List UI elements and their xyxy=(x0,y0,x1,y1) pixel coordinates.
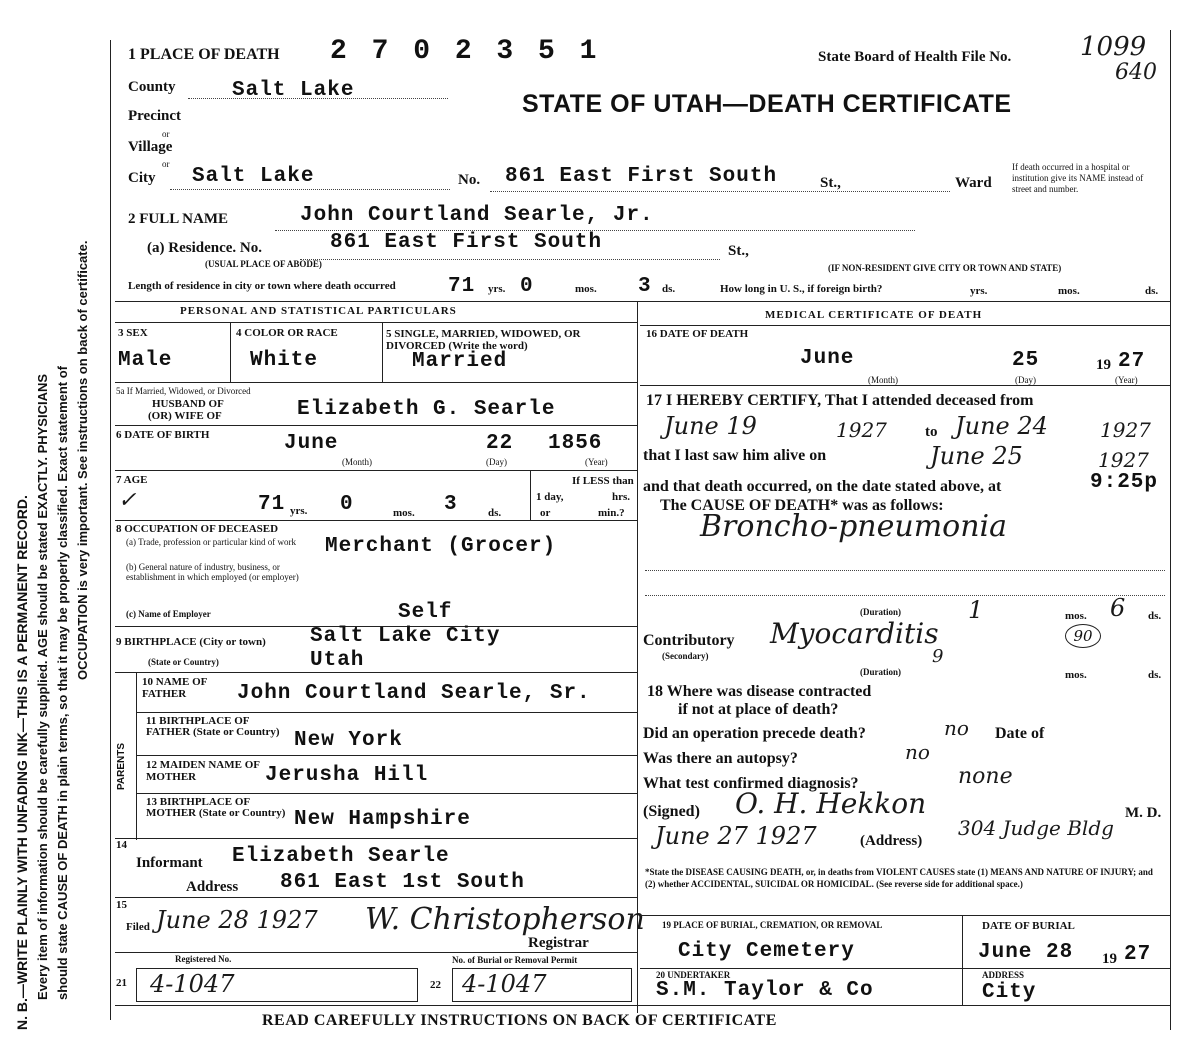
signed-date: June 27 1927 xyxy=(655,822,817,850)
age-yrs-label: yrs. xyxy=(290,505,308,517)
row-line-9 xyxy=(136,793,637,794)
informant-number: 14 xyxy=(116,839,127,851)
street-line xyxy=(490,191,950,192)
us-mos-label: mos. xyxy=(1058,285,1080,297)
father-birthplace: New York xyxy=(294,729,403,752)
burial-date-label: DATE OF BURIAL xyxy=(982,920,1075,932)
row-line-4 xyxy=(115,520,637,521)
dob-day: 22 xyxy=(486,432,514,455)
operation-value: no xyxy=(944,716,969,740)
row-line-1 xyxy=(115,382,637,383)
employer-label: (c) Name of Employer xyxy=(126,609,211,619)
birthplace-state: Utah xyxy=(310,649,365,672)
autopsy-value: no xyxy=(905,740,930,764)
row-line-7 xyxy=(136,712,637,713)
occupation-value: Merchant (Grocer) xyxy=(325,535,557,558)
birthplace-city: Salt Lake City xyxy=(310,625,501,648)
certificate-title: STATE OF UTAH—DEATH CERTIFICATE xyxy=(522,90,1012,118)
precinct-label: Precinct xyxy=(128,108,182,124)
dob-month-caption: (Month) xyxy=(342,457,372,467)
mother-birthplace-label: 13 BIRTHPLACE OF MOTHER (State or Country) xyxy=(146,796,286,819)
parents-label: PARENTS xyxy=(116,742,127,790)
physician-signature: O. H. Hekkon xyxy=(735,787,927,820)
mother-label: 12 MAIDEN NAME OF MOTHER xyxy=(146,759,260,783)
father-value: John Courtland Searle, Sr. xyxy=(237,682,591,705)
father-label: 10 NAME OF FATHER xyxy=(142,676,207,700)
spouse-value: Elizabeth G. Searle xyxy=(297,398,556,421)
length-ds-value: 3 xyxy=(638,275,652,298)
registered-number-label: 21 xyxy=(116,977,127,989)
city-line xyxy=(170,189,450,190)
cause-footnote: *State the DISEASE CAUSING DEATH, or, in deaths from VIOLENT CAUSES state (1) MEANS AND NATURE OF INJURY; and (2) whether ACCIDENTAL, SUICIDAL OR HOMICIDAL. (See reverse side for additional space.) xyxy=(645,867,1153,889)
duration2-label: (Duration) xyxy=(860,667,901,677)
md-label: M. D. xyxy=(1125,805,1162,821)
permit-label: No. of Burial or Removal Permit xyxy=(452,955,578,965)
age-ds-label: ds. xyxy=(488,507,502,519)
duration-value: 1 xyxy=(968,596,984,624)
ward-note: If death occurred in a hospital or institution give its NAME instead of street and number. xyxy=(1012,162,1144,194)
occupation-a-label: (a) Trade, profession or particular kind of work xyxy=(126,537,296,547)
dob-month: June xyxy=(284,432,339,455)
to-label: to xyxy=(925,424,938,440)
informant-value: Elizabeth Searle xyxy=(232,845,450,868)
row-line-3 xyxy=(115,470,637,471)
attended-to-date: June 24 xyxy=(955,412,1048,440)
usual-abode-label: (USUAL PLACE OF ABODE) xyxy=(205,259,322,269)
cause-line-2 xyxy=(645,595,1165,596)
dob-year: 1856 xyxy=(548,432,603,455)
less-divider xyxy=(530,470,531,520)
length-ds-label: ds. xyxy=(662,283,676,295)
certify-label: 17 I HEREBY CERTIFY, That I attended deceased from xyxy=(646,392,1034,409)
spouse-label-2: HUSBAND OF xyxy=(152,398,224,410)
employer-value: Self xyxy=(398,601,453,624)
contributory-label: Contributory xyxy=(643,632,735,649)
personal-header-line xyxy=(115,322,637,323)
dob-year-caption: (Year) xyxy=(585,457,608,467)
medical-header: MEDICAL CERTIFICATE OF DEATH xyxy=(765,309,983,321)
filed-label: Filed xyxy=(126,921,150,933)
less-or-label: or xyxy=(540,507,551,519)
informant-address-label: Address xyxy=(186,879,239,895)
date-of-label: Date of xyxy=(995,725,1045,742)
physician-address-label: (Address) xyxy=(860,833,923,849)
duration-ds-label: ds. xyxy=(1148,610,1162,622)
father-birthplace-label: 11 BIRTHPLACE OF FATHER (State or Country) xyxy=(146,715,280,738)
us-residence-label: How long in U. S., if foreign birth? xyxy=(720,283,883,295)
less-than-label: If LESS than xyxy=(572,475,634,487)
age-mos-label: mos. xyxy=(393,507,415,519)
or-label-1: or xyxy=(162,129,170,139)
filed-number: 15 xyxy=(116,899,127,911)
length-mos-label: mos. xyxy=(575,283,597,295)
color-value: White xyxy=(250,349,319,372)
test-value: none xyxy=(958,764,1013,789)
burial-place-label: 19 PLACE OF BURIAL, CREMATION, OR REMOVAL xyxy=(662,920,883,930)
margin-notice-line4: OCCUPATION is very important. See instructions on back of certificate. xyxy=(75,240,90,680)
burial-divider xyxy=(962,915,963,1005)
birthplace-state-label: (State or Country) xyxy=(148,657,219,667)
certificate-number: 2 7 0 2 3 5 1 xyxy=(330,36,601,67)
length-mos-value: 0 xyxy=(520,275,534,298)
informant-address: 861 East 1st South xyxy=(280,871,525,894)
or-label-2: or xyxy=(162,159,170,169)
attended-to-year: 1927 xyxy=(1100,418,1151,442)
city-label: City xyxy=(128,170,156,186)
full-name-value: John Courtland Searle, Jr. xyxy=(300,204,654,227)
attended-from-year: 1927 xyxy=(836,418,887,442)
dob-day-caption: (Day) xyxy=(486,457,507,467)
age-check: ✓ xyxy=(118,488,137,513)
q18-label: 18 Where was disease contracted xyxy=(647,683,872,700)
residence-line xyxy=(300,259,720,260)
sex-value: Male xyxy=(118,349,173,372)
physician-address: 304 Judge Bldg xyxy=(958,816,1114,840)
marital-label: 5 SINGLE, MARRIED, WIDOWED, OR DIVORCED (Write the word) xyxy=(386,328,581,352)
undertaker-label: 20 UNDERTAKER xyxy=(656,970,731,980)
last-saw-date: June 25 xyxy=(930,442,1023,470)
cause-value: Broncho-pneumonia xyxy=(700,509,1008,544)
ward-label: Ward xyxy=(955,175,992,191)
age-yrs: 71 xyxy=(258,493,286,516)
burial-year: 27 xyxy=(1124,943,1152,966)
autopsy-label: Was there an autopsy? xyxy=(643,750,798,767)
file-number-handwritten: 640 xyxy=(1115,60,1157,85)
length-residence-label: Length of residence in city or town where death occurred xyxy=(128,280,396,292)
med-row-line-2 xyxy=(640,915,1170,916)
cause-line-1 xyxy=(645,570,1165,571)
dod-month: June xyxy=(800,347,855,370)
less-day-label: 1 day, xyxy=(536,491,564,503)
margin-notice-line1: N. B.—WRITE PLAINLY WITH UNFADING INK—THIS IS A PERMANENT RECORD. xyxy=(14,495,30,1030)
permit-number-label: 22 xyxy=(430,979,441,991)
burial-date: June 28 xyxy=(978,941,1074,964)
dod-day-caption: (Day) xyxy=(1015,375,1036,385)
filed-date: June 28 1927 xyxy=(156,906,318,934)
duration2-value: 9 xyxy=(932,646,944,667)
dob-label: 6 DATE OF BIRTH xyxy=(116,429,210,441)
secondary-label: (Secondary) xyxy=(662,651,709,661)
last-saw-label: that I last saw him alive on xyxy=(643,447,827,464)
dod-day: 25 xyxy=(1012,349,1040,372)
section-top-line xyxy=(115,301,1170,302)
last-saw-year: 1927 xyxy=(1098,448,1149,472)
parents-divider xyxy=(136,672,137,840)
q18-label-2: if not at place of death? xyxy=(678,701,839,718)
undertaker-value: S.M. Taylor & Co xyxy=(656,979,874,1002)
spouse-label-1: 5a If Married, Widowed, or Divorced xyxy=(116,386,251,396)
burial-place: City Cemetery xyxy=(678,940,855,963)
us-yrs-label: yrs. xyxy=(970,285,988,297)
burial-year-prefix: 19 xyxy=(1102,951,1117,967)
frame-right xyxy=(1170,30,1171,1030)
less-hrs-label: hrs. xyxy=(612,491,631,503)
dod-label: 16 DATE OF DEATH xyxy=(646,328,749,340)
age-label: 7 AGE xyxy=(116,474,148,486)
registered-label: Registered No. xyxy=(175,954,232,964)
marital-value: Married xyxy=(412,350,508,373)
occupation-b-label: (b) General nature of industry, business, or establishment in which employed (or employer) xyxy=(126,562,299,582)
color-divider xyxy=(382,322,383,382)
sex-label: 3 SEX xyxy=(118,327,148,339)
county-value: Salt Lake xyxy=(232,79,355,102)
instructions-footer: READ CAREFULLY INSTRUCTIONS ON BACK OF CERTIFICATE xyxy=(262,1012,777,1029)
margin-notice-line2: Every item of information should be carefully supplied. AGE should be stated EXACTLY. PHYSICIANS xyxy=(35,373,50,1000)
street-value: 861 East First South xyxy=(505,165,778,188)
informant-label: Informant xyxy=(136,855,203,871)
length-yrs-label: yrs. xyxy=(488,283,506,295)
row-line-8 xyxy=(136,755,637,756)
dod-month-caption: (Month) xyxy=(868,375,898,385)
duration-mos-value: 6 xyxy=(1110,594,1126,622)
file-number: 1099 xyxy=(1080,32,1147,62)
undertaker-address: City xyxy=(982,981,1037,1004)
row-line-12 xyxy=(115,952,637,953)
residence-value: 861 East First South xyxy=(330,231,603,254)
street-st-label: St., xyxy=(820,175,841,191)
undertaker-address-label: ADDRESS xyxy=(982,970,1025,980)
residence-label: (a) Residence. No. xyxy=(147,240,262,256)
bottom-line xyxy=(115,1005,1170,1006)
non-resident-label: (IF NON-RESIDENT GIVE CITY OR TOWN AND STATE) xyxy=(828,263,1062,273)
row-line-6 xyxy=(115,672,637,673)
registrar-signature: W. Christopherson xyxy=(365,902,645,937)
med-row-line-3 xyxy=(640,968,1170,969)
duration-mos-label: mos. xyxy=(1065,610,1087,622)
med-row-line-1 xyxy=(640,385,1170,386)
contributory-value: Myocarditis xyxy=(770,617,939,650)
mother-value: Jerusha Hill xyxy=(265,764,429,787)
less-min-label: min.? xyxy=(598,507,625,519)
cause-label: The CAUSE OF DEATH* was as follows: xyxy=(660,497,944,514)
death-time: 9:25p xyxy=(1090,471,1159,494)
dod-year-caption: (Year) xyxy=(1115,375,1138,385)
length-yrs-value: 71 xyxy=(448,275,476,298)
sex-divider xyxy=(230,322,231,382)
frame-left xyxy=(110,40,111,1020)
row-line-10 xyxy=(115,838,637,839)
spouse-label-3: (OR) WIFE OF xyxy=(148,410,222,422)
street-no-label: No. xyxy=(458,172,481,188)
residence-st-label: St., xyxy=(728,243,749,259)
row-line-2 xyxy=(115,425,637,426)
registered-number: 4-1047 xyxy=(150,970,235,998)
us-ds-label: ds. xyxy=(1145,285,1159,297)
county-label: County xyxy=(128,79,176,95)
duration-label: (Duration) xyxy=(860,607,901,617)
signed-label: (Signed) xyxy=(643,803,700,820)
duration2-ds-label: ds. xyxy=(1148,669,1162,681)
full-name-label: 2 FULL NAME xyxy=(128,211,229,227)
age-mos: 0 xyxy=(340,493,354,516)
color-label: 4 COLOR OR RACE xyxy=(236,327,338,339)
operation-label: Did an operation precede death? xyxy=(643,725,866,742)
place-of-death-label: 1 PLACE OF DEATH xyxy=(128,46,280,63)
test-label: What test confirmed diagnosis? xyxy=(643,775,859,792)
row-line-11 xyxy=(115,897,637,898)
contributory-code: 90 xyxy=(1065,624,1101,648)
birthplace-label: 9 BIRTHPLACE (City or town) xyxy=(116,636,266,648)
village-label: Village xyxy=(128,139,173,155)
duration2-mos-label: mos. xyxy=(1065,669,1087,681)
dod-year-prefix: 19 xyxy=(1096,357,1111,373)
age-ds: 3 xyxy=(444,493,458,516)
registrar-label: Registrar xyxy=(528,935,589,951)
dod-year: 27 xyxy=(1118,350,1146,373)
city-value: Salt Lake xyxy=(192,165,315,188)
attended-from-date: June 19 xyxy=(664,412,757,440)
margin-notice-line3: should state CAUSE OF DEATH in plain terms, so that it may be properly classified. Exact statement of xyxy=(55,365,70,1000)
death-occurred-label: and that death occurred, on the date stated above, at xyxy=(643,478,1002,495)
personal-header: PERSONAL AND STATISTICAL PARTICULARS xyxy=(180,305,457,317)
mother-birthplace: New Hampshire xyxy=(294,808,471,831)
file-no-label: State Board of Health File No. xyxy=(818,49,1012,65)
medical-header-line xyxy=(640,325,1170,326)
permit-number: 4-1047 xyxy=(462,970,547,998)
occupation-label: 8 OCCUPATION OF DECEASED xyxy=(116,523,279,535)
